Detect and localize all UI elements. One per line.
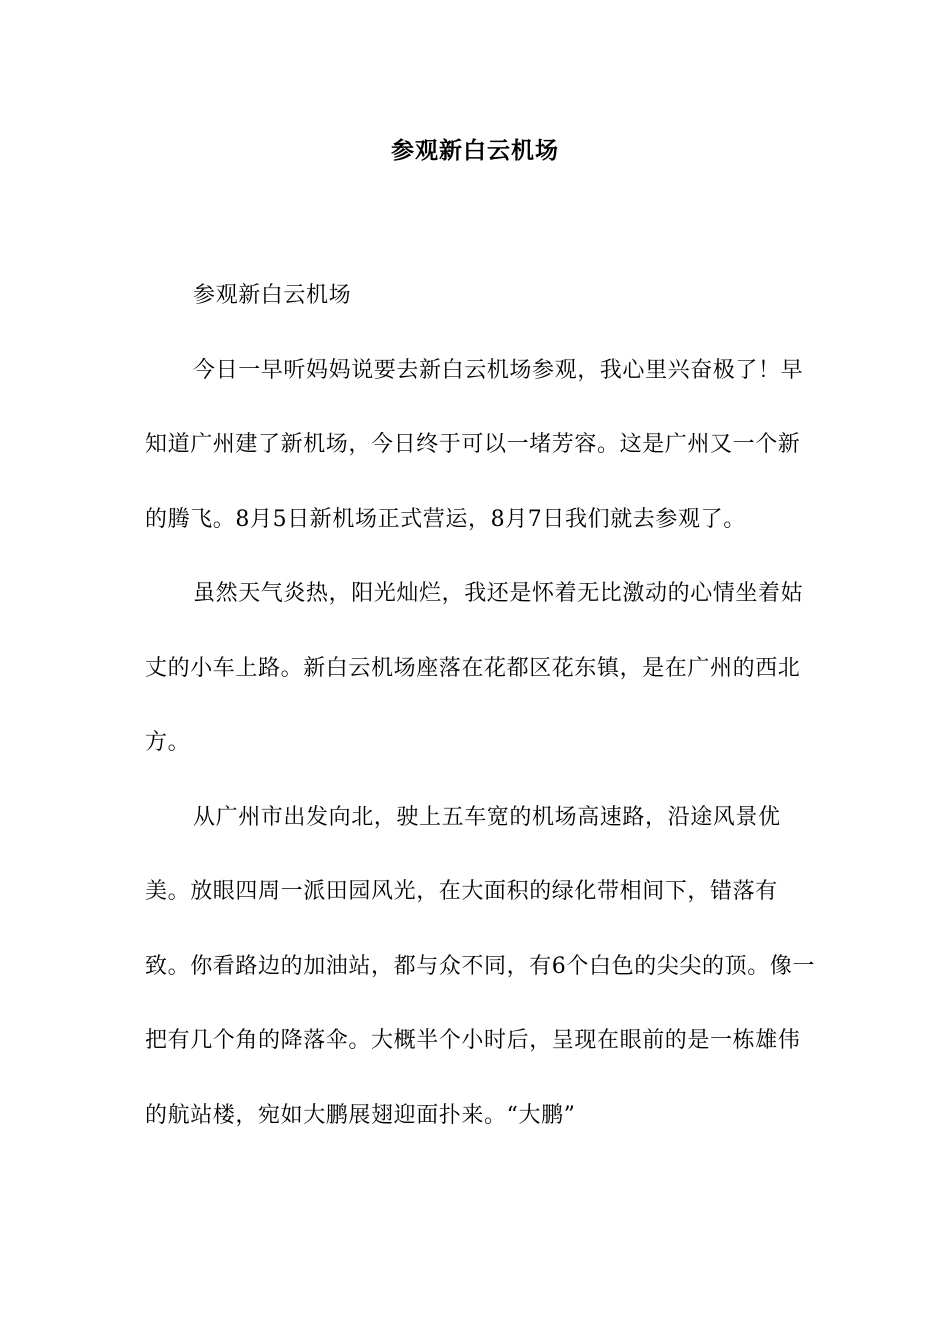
document-subtitle: 参观新白云机场 (193, 283, 352, 308)
paragraph-3: 从广州市出发向北，驶上五车宽的机场高速路，沿途风景优美。放眼四周一派田园风光，在大面积的绿化带相间下，错落有致。你看路边的加油站，都与众不同，有6个白色的尖尖的顶。像一把有几个角的降落伞。大概半个小时后，呈现在眼前的是一栋雄伟的航站楼，宛如大鹏展翅迎面扑来。“大鹏” (145, 804, 815, 1128)
paragraph-2: 虽然天气炎热，阳光灿烂，我还是怀着无比激动的心情坐着姑丈的小车上路。新白云机场座落在花都区花东镇，是在广州的西北方。 (145, 581, 804, 755)
document-title: 参观新白云机场 (391, 137, 559, 164)
document-body (145, 259, 815, 1153)
paragraph-1: 今日一早听妈妈说要去新白云机场参观，我心里兴奋极了！早知道广州建了新机场，今日终于可以一堵芳容。这是广州又一个新的腾飞。8月5日新机场正式营运，8月7日我们就去参观了。 (145, 357, 804, 532)
